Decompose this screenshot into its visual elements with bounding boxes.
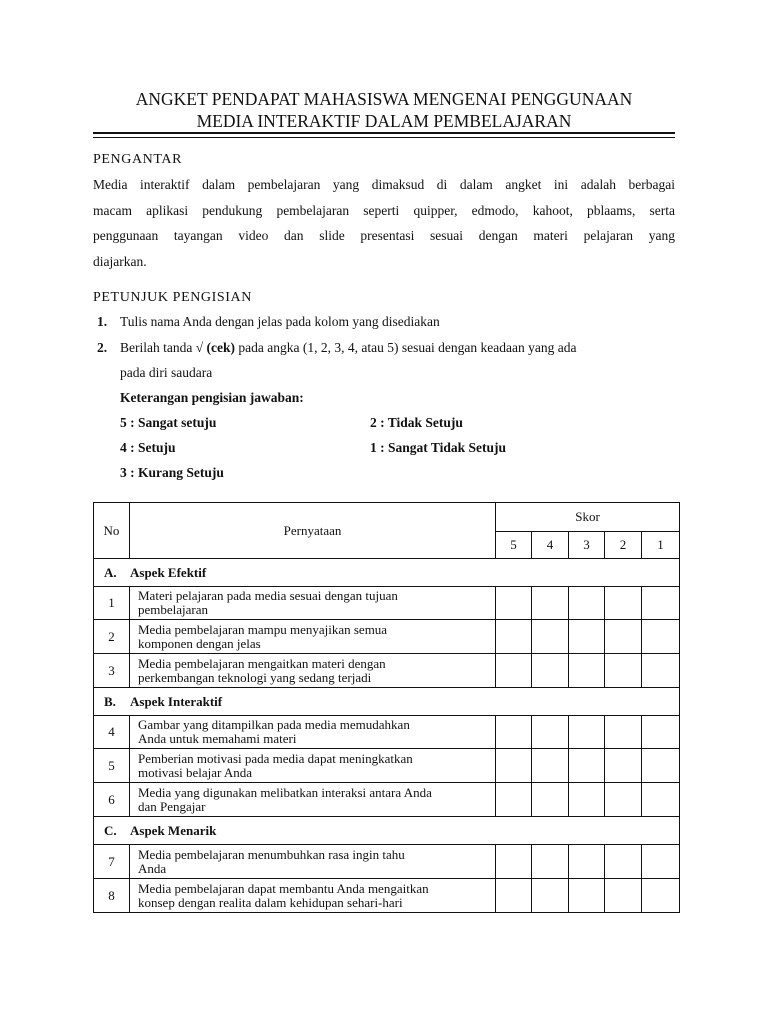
row-number: 1 [94,587,130,620]
pengantar-line-2: macam aplikasi pendukung pembelajaran seperti quipper, edmodo, kahoot, pblaams, serta [93,202,675,218]
title-rule-thin [93,137,675,138]
header-score-4: 4 [532,532,569,559]
score-cell[interactable] [642,620,680,654]
pengantar-heading: PENGANTAR [93,152,183,167]
section-title: Aspek Efektif [130,564,207,580]
header-score-5: 5 [496,532,532,559]
statement-line: perkembangan teknologi yang sedang terjadi [138,669,372,685]
scale-4: 4 : Setuju [120,440,176,455]
row-number: 4 [94,716,130,749]
questionnaire-table [93,502,680,913]
instruction-number-1: 1. [97,314,108,329]
score-cell[interactable] [496,716,532,749]
instruction-2-post: pada angka (1, 2, 3, 4, atau 5) sesuai dengan keadaan yang ada [235,340,577,355]
pengantar-line-4: diajarkan. [93,253,147,269]
score-cell[interactable] [605,587,642,620]
petunjuk-heading: PETUNJUK PENGISIAN [93,290,252,305]
instruction-text-2 [120,340,577,356]
score-cell[interactable] [569,845,605,879]
header-score-1: 1 [642,532,680,559]
score-cell[interactable] [642,716,680,749]
statement-line: Anda untuk memahami materi [138,731,297,746]
score-cell[interactable] [569,783,605,817]
instruction-text-2-cont: pada diri saudara [120,365,213,380]
statement [130,783,496,817]
statement-line: pembelajaran [138,602,209,617]
header-score-2: 2 [605,532,642,559]
statement-line: Media yang digunakan melibatkan interaksi antara Anda [138,784,432,800]
statement [130,716,496,749]
score-cell[interactable] [642,749,680,783]
scale-3: 3 : Kurang Setuju [120,465,224,480]
section-title: Aspek Interaktif [130,693,223,709]
statement [130,587,496,620]
score-cell[interactable] [532,587,569,620]
header-skor: Skor [496,503,680,532]
scale-1: 1 : Sangat Tidak Setuju [370,440,507,455]
header-no: No [94,503,130,559]
score-cell[interactable] [569,879,605,913]
score-cell[interactable] [496,783,532,817]
statement [130,845,496,879]
statement-line: komponen dengan jelas [138,635,261,651]
statement [130,749,496,783]
scale-2: 2 : Tidak Setuju [370,415,463,430]
score-cell[interactable] [496,620,532,654]
pengantar-paragraph [93,172,675,274]
score-cell[interactable] [532,716,569,749]
scale-5: 5 : Sangat setuju [120,415,217,430]
score-cell[interactable] [642,587,680,620]
section-b [94,688,680,716]
score-cell[interactable] [496,749,532,783]
pengantar-line-3: penggunaan tayangan video dan slide presentasi sesuai dengan materi pelajaran yang [93,228,675,243]
header-pernyataan: Pernyataan [130,503,496,559]
score-cell[interactable] [532,845,569,879]
statement [130,879,496,913]
statement [130,654,496,688]
score-cell[interactable] [605,845,642,879]
score-cell[interactable] [569,654,605,688]
score-cell[interactable] [496,845,532,879]
instruction-number-2: 2. [97,340,108,355]
document-title-line-1: ANGKET PENDAPAT MAHASISWA MENGENAI PENGGUNAAN [135,89,633,109]
section-title: Aspek Menarik [130,822,217,838]
instruction-2-pre: Berilah tanda √ [120,340,207,355]
statement-line: Media pembelajaran menumbuhkan rasa ingin tahu [138,846,405,862]
title-rule-thick [93,132,675,134]
score-cell[interactable] [532,783,569,817]
score-cell[interactable] [532,654,569,688]
score-cell[interactable] [569,620,605,654]
score-cell[interactable] [642,845,680,879]
score-cell[interactable] [605,620,642,654]
keterangan-title: Keterangan pengisian jawaban: [120,390,304,405]
statement-line: Anda [138,860,167,876]
score-cell[interactable] [496,587,532,620]
score-cell[interactable] [532,749,569,783]
row-number: 8 [94,879,130,913]
row-number: 2 [94,620,130,654]
score-cell[interactable] [642,879,680,913]
statement-line: konsep dengan realita dalam kehidupan sehari-hari [138,894,403,910]
pengantar-line-1: Media interaktif dalam pembelajaran yang dimaksud di dalam angket ini adalah berbagai [93,177,675,192]
section-letter: C. [104,822,117,838]
row-number: 5 [94,749,130,783]
row-number: 7 [94,845,130,879]
score-cell[interactable] [496,879,532,913]
score-cell[interactable] [642,654,680,688]
header-score-3: 3 [569,532,605,559]
score-cell[interactable] [569,587,605,620]
statement-line: Media pembelajaran mengaitkan materi dengan [138,655,386,671]
instruction-2-bold: (cek) [206,340,235,355]
score-cell[interactable] [532,879,569,913]
statement-line: dan Pengajar [138,798,206,814]
score-cell[interactable] [569,716,605,749]
row-number: 6 [94,783,130,817]
score-cell[interactable] [605,879,642,913]
score-cell[interactable] [605,749,642,783]
score-cell[interactable] [496,654,532,688]
score-cell[interactable] [605,716,642,749]
section-letter: A. [104,564,117,580]
statement [130,620,496,654]
statement-line: Pemberian motivasi pada media dapat meningkatkan [138,750,413,766]
section-a [94,559,680,587]
statement-line: Media pembelajaran dapat membantu Anda mengaitkan [138,880,429,896]
statement-line: Media pembelajaran mampu menyajikan semua [138,621,388,637]
score-cell[interactable] [605,783,642,817]
score-cell[interactable] [532,620,569,654]
score-cell[interactable] [569,749,605,783]
statement-line: Gambar yang ditampilkan pada media memudahkan [138,717,410,732]
section-c [94,817,680,845]
statement-line: motivasi belajar Anda [138,764,253,780]
instruction-text-1: Tulis nama Anda dengan jelas pada kolom yang disediakan [120,314,440,329]
score-cell[interactable] [605,654,642,688]
statement-line: Materi pelajaran pada media sesuai dengan tujuan [138,588,398,603]
section-letter: B. [104,693,116,709]
row-number: 3 [94,654,130,688]
document-title-line-2: MEDIA INTERAKTIF DALAM PEMBELAJARAN [196,111,572,131]
score-cell[interactable] [642,783,680,817]
